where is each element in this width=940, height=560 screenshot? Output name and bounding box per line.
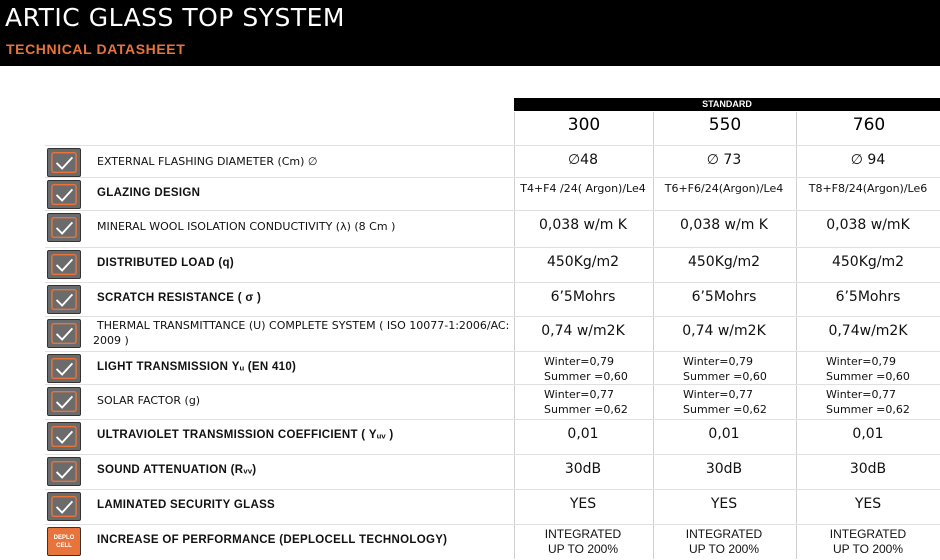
row-label: GLAZING DESIGN [97, 187, 201, 199]
row-label: INCREASE OF PERFORMANCE (DEPLOCELL TECHNOLOGY) [97, 534, 448, 546]
value-line: UP TO 200% [547, 542, 619, 556]
value-cell: 0,038 w/mK [826, 217, 910, 233]
uv-icon [47, 422, 81, 451]
row-label: LAMINATED SECURITY GLASS [97, 499, 276, 511]
row-label: THERMAL TRANSMITTANCE (U) COMPLETE SYSTEM ( ISO 10077-1:2006/AC: [97, 319, 510, 332]
value-cell [544, 352, 652, 387]
value-cell [683, 385, 795, 420]
value-line: INTEGRATED [544, 527, 622, 541]
page-title: ARTIC GLASS TOP SYSTEM [5, 3, 345, 32]
value-cell: 0,74w/m2K [828, 323, 908, 339]
value-cell [683, 352, 795, 387]
value-line: Summer =0,62 [544, 403, 628, 416]
row-divider [45, 210, 940, 211]
value-cell: 30dB [564, 461, 602, 477]
value-cell [826, 352, 940, 387]
value-cell: YES [710, 496, 738, 512]
value-cell: ∅ 73 [706, 152, 742, 168]
value-line: Summer =0,62 [683, 403, 767, 416]
row-divider [45, 524, 940, 525]
deplocell-icon [47, 527, 81, 556]
row-divider [45, 316, 940, 317]
value-line: UP TO 200% [832, 542, 904, 556]
row-divider [45, 145, 940, 146]
value-cell: 0,01 [852, 426, 884, 442]
solar-icon [47, 387, 81, 416]
value-line: INTEGRATED [829, 527, 907, 541]
value-cell: 30dB [705, 461, 743, 477]
value-line: Winter=0,79 [544, 355, 614, 368]
standard-group-label: STANDARD [514, 98, 940, 111]
row-label: DISTRIBUTED LOAD (q) [97, 257, 234, 269]
thermometer-icon [47, 213, 81, 242]
spec-row [45, 385, 940, 418]
glazing-icon [47, 180, 81, 209]
row-label: MINERAL WOOL ISOLATION CONDUCTIVITY (λ) (8 Cm ) [97, 220, 396, 233]
value-cell: 0,01 [567, 426, 599, 442]
value-cell: 450Kg/m2 [831, 254, 905, 270]
value-line: Summer =0,60 [826, 370, 910, 383]
row-divider [45, 177, 940, 178]
light-icon [47, 354, 81, 383]
value-cell [514, 525, 652, 560]
value-cell [826, 385, 940, 420]
thermal-icon [47, 319, 81, 348]
value-line: INTEGRATED [685, 527, 763, 541]
row-label-continued: 2009 ) [93, 334, 129, 347]
row-label: SOUND ATTENUATION (Rᵥᵥ) [97, 464, 257, 476]
value-cell: 450Kg/m2 [687, 254, 761, 270]
row-divider [45, 282, 940, 283]
value-line: Summer =0,60 [683, 370, 767, 383]
value-line: Winter=0,77 [826, 388, 896, 401]
value-line: UP TO 200% [688, 542, 760, 556]
column-header-300: 300 [514, 112, 653, 142]
value-cell: 30dB [849, 461, 887, 477]
value-cell: YES [854, 496, 882, 512]
scratch-icon [47, 285, 81, 314]
icon-text: DEPLO CELL [53, 535, 75, 549]
row-label: LIGHT TRANSMISSION Υᵤ (EN 410) [97, 361, 297, 373]
value-line: Winter=0,77 [544, 388, 614, 401]
diameter-icon [47, 148, 81, 177]
value-cell [653, 525, 795, 560]
value-cell: YES [569, 496, 597, 512]
value-line: Winter=0,79 [683, 355, 753, 368]
load-icon [47, 250, 81, 279]
row-label: SCRATCH RESISTANCE ( σ ) [97, 292, 262, 304]
value-line: Winter=0,77 [683, 388, 753, 401]
column-header-550: 550 [653, 112, 796, 142]
page-subtitle: TECHNICAL DATASHEET [6, 41, 186, 57]
row-divider [45, 489, 940, 490]
value-cell: T6+F6/24(Argon)/Le4 [664, 182, 784, 195]
value-cell: 0,038 w/m K [680, 217, 768, 233]
value-cell: 6’5Mohrs [835, 289, 901, 305]
header-bar [0, 0, 940, 66]
row-divider [45, 454, 940, 455]
value-cell [796, 525, 940, 560]
value-cell [544, 385, 652, 420]
row-divider [45, 247, 940, 248]
value-line: Winter=0,79 [826, 355, 896, 368]
value-cell: 0,74 w/m2K [682, 323, 766, 339]
value-cell: 450Kg/m2 [546, 254, 620, 270]
value-cell: 0,01 [708, 426, 740, 442]
value-cell: ∅ 94 [850, 152, 886, 168]
value-cell: 0,74 w/m2K [541, 323, 625, 339]
security-icon [47, 492, 81, 521]
value-line: Summer =0,60 [544, 370, 628, 383]
value-cell: ∅48 [567, 152, 598, 168]
value-cell: T4+F4 /24( Argon)/Le4 [520, 182, 646, 195]
value-line: Summer =0,62 [826, 403, 910, 416]
row-divider [45, 351, 940, 352]
row-label: EXTERNAL FLASHING DIAMETER (Cm) ∅ [97, 155, 318, 168]
column-header-760: 760 [796, 112, 940, 142]
value-cell: T8+F8/24(Argon)/Le6 [808, 182, 928, 195]
row-label: ULTRAVIOLET TRANSMISSION COEFFICIENT ( Υᵤᵥ ) [97, 429, 394, 441]
row-label: SOLAR FACTOR (g) [97, 394, 201, 407]
row-divider [45, 384, 940, 385]
sound-icon [47, 457, 81, 486]
value-cell: 0,038 w/m K [539, 217, 627, 233]
spec-row [45, 352, 940, 385]
value-cell: 6’5Mohrs [691, 289, 757, 305]
row-divider [45, 419, 940, 420]
value-cell: 6’5Mohrs [550, 289, 616, 305]
